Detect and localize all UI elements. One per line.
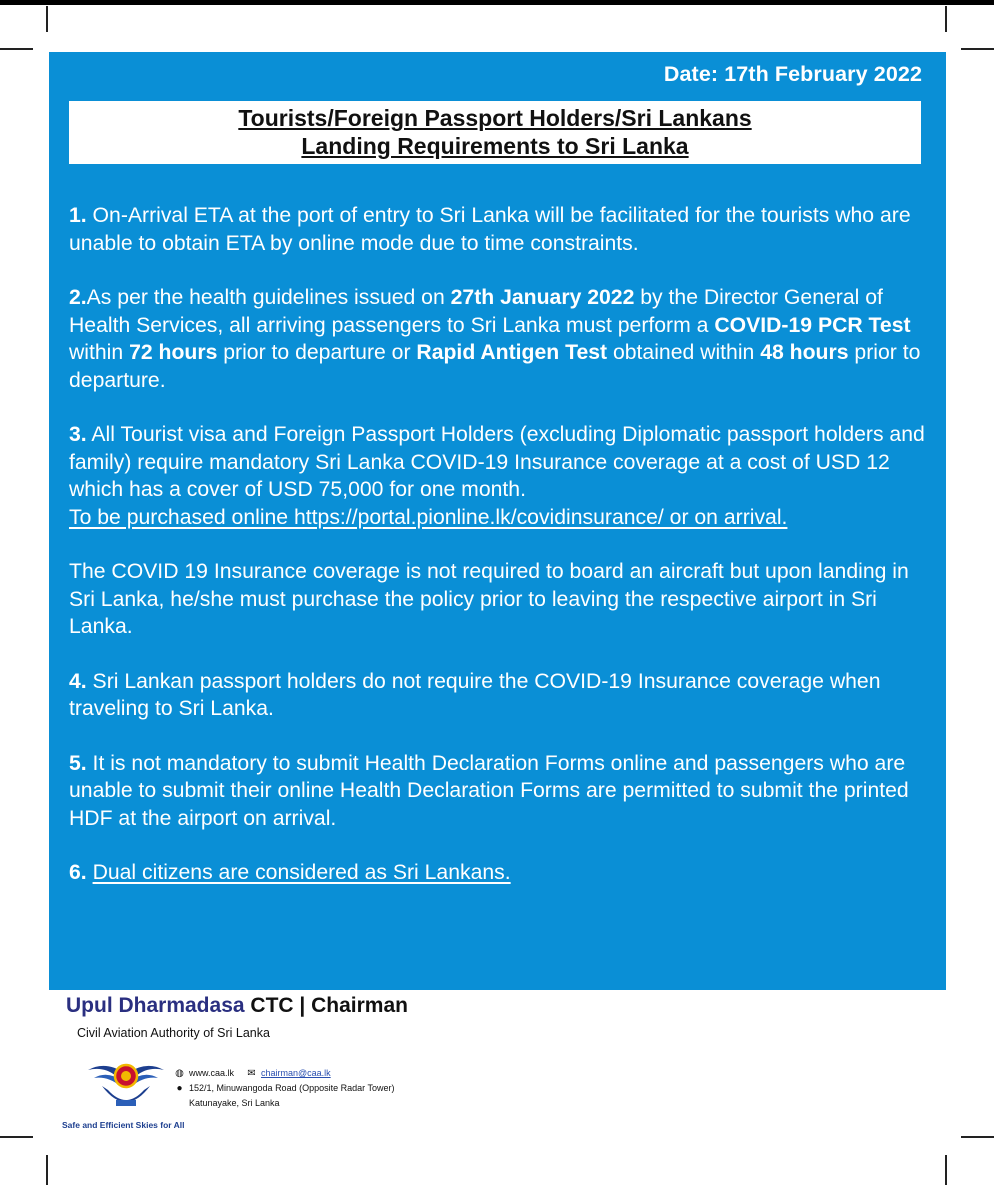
contact-info xyxy=(174,1066,394,1111)
website-link[interactable]: www.caa.lk xyxy=(189,1068,235,1078)
item-number: 5. xyxy=(69,751,87,775)
item-5 xyxy=(69,750,939,833)
item-1 xyxy=(69,202,939,257)
item-3 xyxy=(69,421,939,504)
insurance-link[interactable]: To be purchased online https://portal.pionline.lk/covidinsurance/ or on arrival. xyxy=(69,505,788,529)
crop-mark xyxy=(0,1136,33,1138)
item-number: 1. xyxy=(69,204,87,227)
tagline: Safe and Efficient Skies for All xyxy=(62,1120,185,1130)
item-number: 2. xyxy=(69,286,87,309)
notice-body xyxy=(69,202,939,914)
organization-name: Civil Aviation Authority of Sri Lanka xyxy=(77,1026,270,1040)
crop-mark xyxy=(961,48,994,50)
item-text: It is not mandatory to submit Health Declaration Forms online and passengers who are unable to submit their online Health Declaration Forms are permitted to submit the printed HDF at the airport on arrival. xyxy=(69,751,909,830)
item-text: On-Arrival ETA at the port of entry to Sri Lanka will be facilitated for the tourists who are unable to obtain ETA by online mode due to time constraints. xyxy=(69,204,911,255)
item-number: 3. xyxy=(69,423,87,446)
crop-mark xyxy=(961,1136,994,1138)
crop-mark xyxy=(945,1155,947,1185)
contact-web-row xyxy=(174,1066,394,1081)
email-link[interactable]: chairman@caa.lk xyxy=(261,1068,331,1078)
signature xyxy=(66,994,408,1018)
notice-date: Date: 17th February 2022 xyxy=(663,62,922,86)
mail-icon: ✉ xyxy=(247,1068,256,1079)
address-line-2: Katunayake, Sri Lanka xyxy=(189,1098,280,1108)
crop-mark xyxy=(945,6,947,32)
item-text: Dual citizens are considered as Sri Lankans. xyxy=(92,861,511,884)
item-number: 4. xyxy=(69,669,87,693)
crop-mark xyxy=(0,48,33,50)
address-line-1: 152/1, Minuwangoda Road (Opposite Radar Tower) xyxy=(189,1083,395,1093)
item-number: 6. xyxy=(69,861,87,884)
item-2: 2.As per the health guidelines issued on 27th January 2022 by the Director General of Health Services, all arriving passengers to Sri Lanka must perform a COVID-19 PCR Test within 72 hours prior to departure or Rapid Antigen Test obtained within 48 hours prior to departure. xyxy=(69,286,921,392)
insurance-note: The COVID 19 Insurance coverage is not required to board an aircraft but upon landing in Sri Lanka, he/she must purchase the policy prior to leaving the respective airport in Sri Lanka. xyxy=(69,560,909,638)
title-line-2: Landing Requirements to Sri Lanka xyxy=(301,133,689,159)
location-pin-icon: ● xyxy=(176,1083,183,1094)
title-line-1: Tourists/Foreign Passport Holders/Sri Lankans xyxy=(238,105,752,131)
item-6 xyxy=(69,859,939,887)
signatory-role: CTC | Chairman xyxy=(244,994,408,1017)
item-text: Sri Lankan passport holders do not require the COVID-19 Insurance coverage when traveling to Sri Lanka. xyxy=(69,669,881,720)
caa-logo-icon xyxy=(86,1046,166,1116)
crop-mark xyxy=(46,1155,48,1185)
notice-panel xyxy=(49,52,946,990)
contact-address-row xyxy=(174,1081,394,1096)
contact-address-row-2 xyxy=(174,1096,394,1111)
top-border xyxy=(0,0,994,5)
crop-mark xyxy=(46,6,48,32)
signatory-name: Upul Dharmadasa xyxy=(66,994,245,1017)
title-box xyxy=(69,101,921,164)
item-text: All Tourist visa and Foreign Passport Holders (excluding Diplomatic passport holders and family) require mandatory Sri Lanka COVID-19 Insurance coverage at a cost of USD 12 which has a cover of USD 75,000 for one month. xyxy=(69,423,925,501)
item-4 xyxy=(69,668,939,723)
globe-icon: ◍ xyxy=(175,1068,184,1079)
